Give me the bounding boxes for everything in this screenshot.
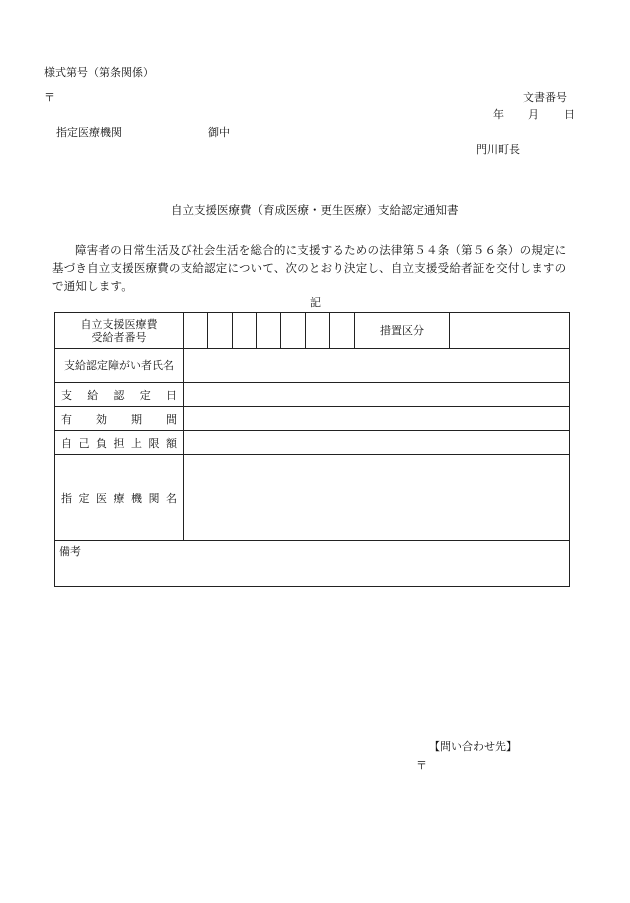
recipient-number-digit-7[interactable] [330, 313, 355, 349]
date-day: 日 [564, 108, 575, 121]
remarks-label: 備考 [59, 545, 81, 558]
cert-date-label-char: 支 [61, 388, 72, 402]
institution-row [55, 455, 570, 541]
ki-heading: 記 [310, 296, 321, 309]
recipient-number-digit-3[interactable] [233, 313, 257, 349]
copay-limit-label-char: 負 [96, 436, 107, 450]
copay-limit-label-char: 己 [78, 436, 90, 450]
recipient-name: 指定医療機関 [56, 126, 122, 139]
copay-limit-label [55, 431, 184, 455]
certification-table [54, 312, 570, 587]
recipient-number-digit-4[interactable] [257, 313, 281, 349]
cert-date-row [55, 383, 570, 407]
remarks-cell[interactable] [55, 541, 570, 587]
person-name-label: 支給認定障がい者氏名 [55, 349, 184, 383]
document-number-label: 文書番号 [523, 91, 567, 104]
body-paragraph: 障害者の日常生活及び社会生活を総合的に支援するための法律第５４条（第５６条）の規定に基づき自立支援医療費の支給認定について、次のとおり決定し、自立支援受給者証を交付しますので通知します。 [52, 243, 567, 293]
institution-label-char: 定 [78, 491, 90, 505]
date-month: 月 [528, 108, 539, 121]
copay-limit-label-char: 限 [148, 436, 160, 450]
institution-label-char: 機 [131, 491, 142, 505]
sender-name: 門川町長 [476, 143, 520, 156]
recipient-number-digit-5[interactable] [281, 313, 306, 349]
cert-date-label-char: 認 [113, 388, 125, 402]
validity-value[interactable] [184, 407, 570, 431]
institution-label-char: 医 [96, 491, 107, 505]
validity-label-char: 有 [61, 412, 72, 426]
measure-category-value[interactable] [450, 313, 570, 349]
validity-row [55, 407, 570, 431]
copay-limit-label-char: 担 [113, 436, 125, 450]
copay-limit-label-char: 上 [131, 436, 142, 450]
recipient-number-digit-1[interactable] [184, 313, 208, 349]
measure-category-label: 措置区分 [355, 313, 450, 349]
copay-limit-row [55, 431, 570, 455]
recipient-honorific: 御中 [208, 126, 230, 139]
copay-limit-value[interactable] [184, 431, 570, 455]
institution-value[interactable] [184, 455, 570, 541]
recipient-number-row [55, 313, 570, 349]
cert-date-label-char: 定 [139, 388, 151, 402]
institution-label [55, 455, 184, 541]
recipient-number-label [55, 313, 184, 349]
institution-label-char: 名 [166, 491, 177, 505]
copay-limit-label-char: 自 [61, 436, 72, 450]
document-title: 自立支援医療費（育成医療・更生医療）支給認定通知書 [171, 203, 459, 217]
person-name-value[interactable] [184, 349, 570, 383]
postal-mark-bottom: 〒 [416, 759, 427, 772]
recipient-number-digit-2[interactable] [208, 313, 233, 349]
person-name-row [55, 349, 570, 383]
institution-label-char: 指 [61, 491, 72, 505]
institution-label-char: 関 [148, 491, 160, 505]
form-number: 様式第号（第条関係） [44, 66, 154, 79]
recipient-number-digit-6[interactable] [306, 313, 330, 349]
cert-date-label-char: 給 [87, 388, 99, 402]
copay-limit-label-char: 額 [166, 436, 177, 450]
cert-date-label [55, 383, 184, 407]
contact-label: 【問い合わせ先】 [429, 740, 517, 753]
cert-date-value[interactable] [184, 383, 570, 407]
recipient-number-label-line2: 受給者番号 [91, 330, 147, 344]
recipient-number-label-line1: 自立支援医療費 [80, 317, 158, 331]
validity-label-char: 間 [166, 412, 177, 426]
postal-mark-top: 〒 [44, 91, 55, 104]
validity-label [55, 407, 184, 431]
validity-label-char: 効 [96, 412, 107, 426]
institution-label-char: 療 [113, 491, 125, 505]
cert-date-label-char: 日 [166, 388, 177, 402]
date-year: 年 [493, 108, 504, 121]
remarks-row [55, 541, 570, 587]
validity-label-char: 期 [131, 412, 142, 426]
